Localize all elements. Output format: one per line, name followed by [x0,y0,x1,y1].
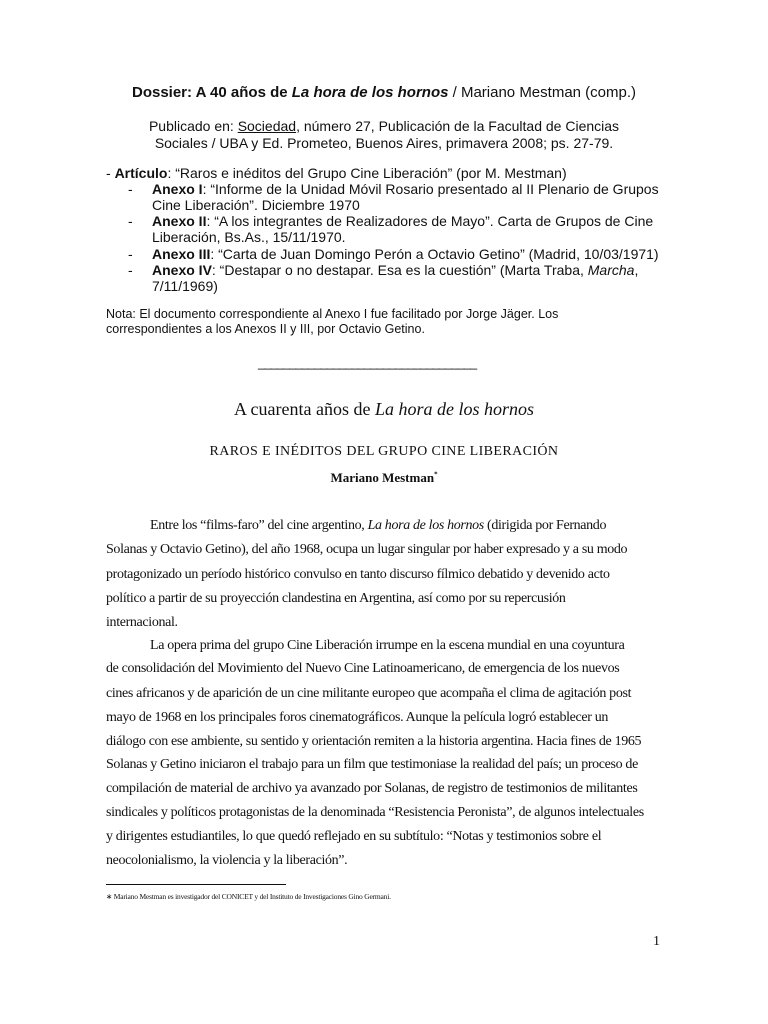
p2-line-7: compilación de material de archivo ya avanzado por Solanas, de registro de testimonios de militantes [106,781,638,796]
p2-line-1: La opera prima del grupo Cine Liberación irrumpe en la escena mundial en una coyuntura [150,638,625,653]
dossier-label: Dossier: A 40 años de [131,84,292,101]
annex-4-italic: Marcha [587,262,635,278]
author-footnote-mark: * [434,470,438,479]
separator-line: ___________________________________ [258,355,477,370]
annex-2-line-2: Liberación, Bs.As., 15/11/1970. [152,229,346,245]
note-line-2: correspondientes a los Anexos II y III, por Octavio Getino. [106,322,425,336]
dossier-title [0,84,768,101]
p2-line-2: de consolidación del Movimiento del Nuevo Cine Latinoamericano, de emergencia de los nuevos [106,661,620,676]
article-text: : “Raros e inéditos del Grupo Cine Liberación” (por M. Mestman) [167,165,567,181]
published-line-1 [0,118,768,134]
article-title-italic: La hora de los hornos [374,399,534,419]
p1-line-1-post: (dirigida por Fernando [483,518,607,533]
p1-line-2: Solanas y Octavio Getino), del año 1968, ocupa un lugar singular por haber expresado y a su modo [106,542,628,557]
annex-4-end: , [634,262,639,278]
footnote-rule [106,884,286,885]
article-label: Artículo [114,165,168,181]
p2-line-4: mayo de 1968 en los principales foros cinematográficos. Aunque la película logró establecer un [106,710,609,725]
annex-2-line-1 [152,213,653,229]
annex-2-text: : “A los integrantes de Realizadores de Mayo”. Carta de Grupos de Cine [206,213,654,229]
dossier-suffix: / Mariano Mestman (comp.) [448,84,637,101]
p1-line-1 [150,518,606,534]
annex-1-text: : “Informe de la Unidad Móvil Rosario presentado al II Plenario de Grupos [202,181,659,197]
p2-line-6: Solanas y Getino iniciaron el trabajo para un film que testimoniase la realidad del país; un proceso de [106,757,638,772]
footnote: ∗ Mariano Mestman es investigador del CONICET y del Instituto de Investigaciones Gino Germani. [106,892,391,901]
annex-4-label: Anexo IV [152,262,212,278]
bullet-dash: - [128,262,133,278]
annex-3-label: Anexo III [152,246,211,262]
article-subtitle: RAROS E INÉDITOS DEL GRUPO CINE LIBERACIÓN [209,444,559,459]
dossier-title-italic: La hora de los hornos [291,84,449,101]
article-dash: - [106,165,115,181]
bullet-dash: - [128,181,133,197]
p2-line-3: cines africanos y de aparición de un cine militante europeo que acompaña el clima de agitación post [106,686,632,701]
p1-line-4: político a partir de su proyección clandestina en Argentina, así como por su repercusión [106,591,566,606]
p2-line-9: y dirigentes estudiantiles, lo que quedó reflejado en su subtítulo: “Notas y testimonios sobre el [106,829,602,844]
article-author [0,470,768,486]
annex-1-line-1 [152,181,659,197]
published-journal: Sociedad [237,118,297,134]
annex-3-text: : “Carta de Juan Domingo Perón a Octavio Getino” (Madrid, 10/03/1971) [210,246,659,262]
annex-4-line-1 [152,262,638,278]
annex-4-line-2: 7/11/1969) [152,278,218,294]
note-line-1: Nota: El documento correspondiente al Anexo I fue facilitado por Jorge Jäger. Los [106,307,559,321]
article-entry [106,165,567,181]
annex-4-text: : “Destapar o no destapar. Esa es la cuestión” (Marta Traba, [211,262,588,278]
article-title [0,399,768,420]
p1-line-3: protagonizado un período histórico convulso en tanto discurso fílmico debatido y devenido acto [106,567,610,582]
published-line1-rest: , número 27, Publicación de la Facultad de Ciencias [296,118,620,134]
bullet-dash: - [128,246,133,262]
annex-1-label: Anexo I [152,181,203,197]
author-name: Mariano Mestman [330,470,435,485]
bullet-dash: - [128,213,133,229]
published-line-2: Sociales / UBA y Ed. Prometeo, Buenos Aires, primavera 2008; ps. 27-79. [154,135,614,151]
p1-line-1-pre: Entre los “films-faro” del cine argentino, [150,518,368,533]
p1-line-1-italic: La hora de los hornos [367,518,484,533]
annex-1-line-2: Cine Liberación”. Diciembre 1970 [152,197,360,213]
p2-line-8: sindicales y políticos protagonistas de la denominada “Resistencia Peronista”, de algunos intelectuales [106,805,644,820]
p1-line-5: internacional. [106,615,178,630]
article-title-prefix: A cuarenta años de [234,399,375,419]
published-prefix: Publicado en: [148,118,238,134]
annex-3-line-1 [152,246,659,262]
annex-2-label: Anexo II [152,213,207,229]
p2-line-5: diálogo con ese ambiente, su sentido y orientación remiten a la historia argentina. Hacia fines de 1965 [106,734,642,749]
page-number: 1 [653,934,660,949]
p2-line-10: neocolonialismo, la violencia y la liberación”. [106,853,348,868]
